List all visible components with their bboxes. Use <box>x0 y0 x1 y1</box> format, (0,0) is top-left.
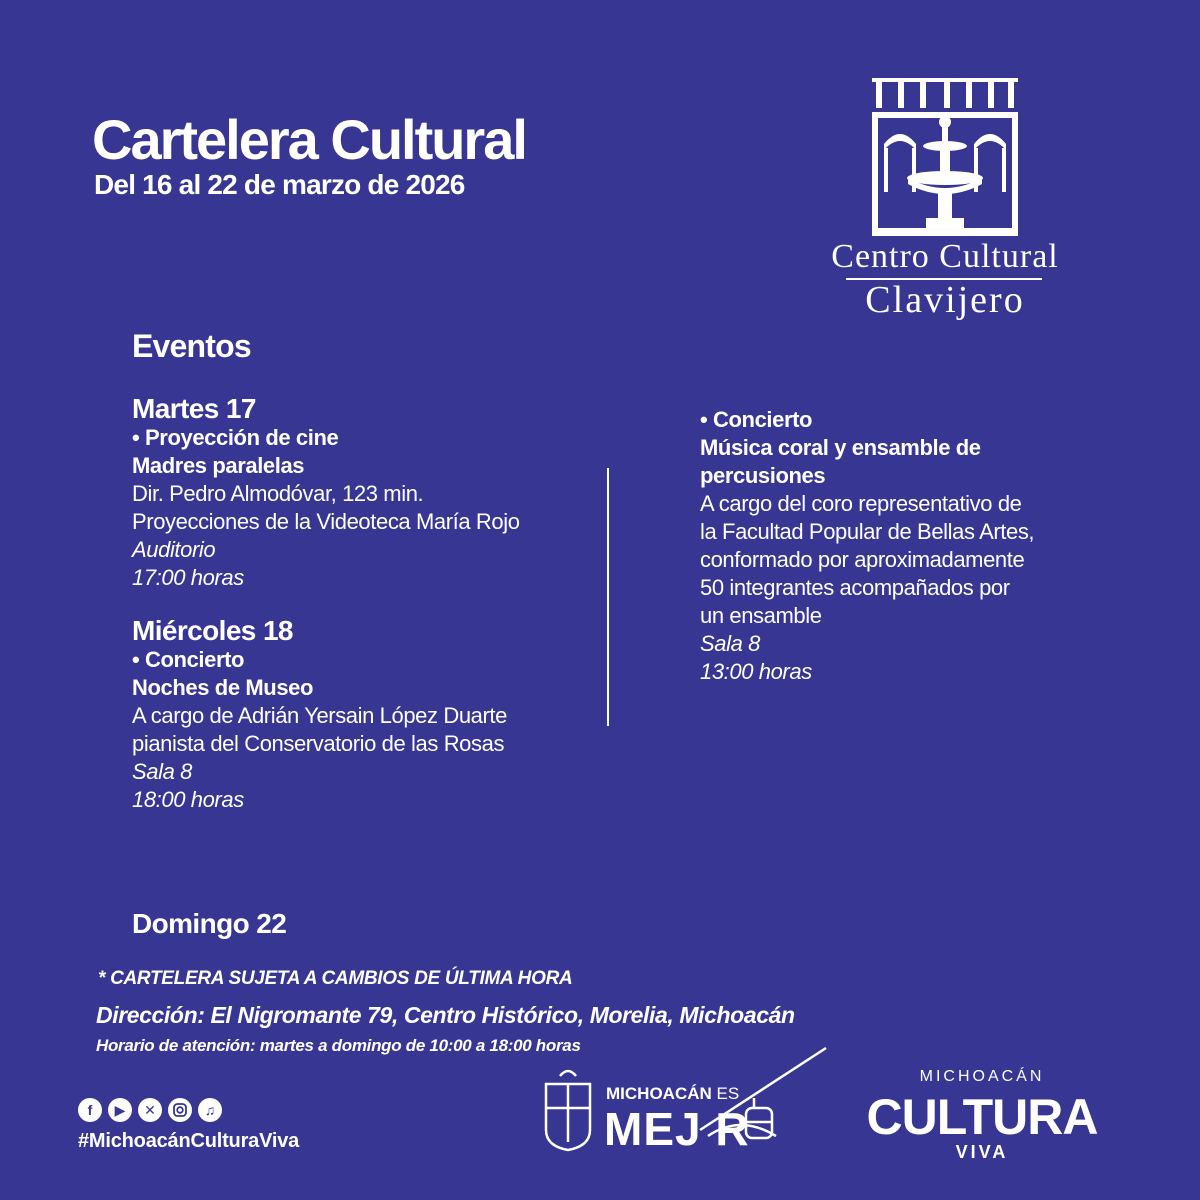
building-fountain-icon <box>872 78 1018 236</box>
culture-logo <box>852 1066 1112 1166</box>
event-detail: conformado por aproximadamente <box>700 547 1025 572</box>
event-day-sunday: Domingo 22 <box>132 908 287 939</box>
event-day: Miércoles 18 <box>132 615 293 646</box>
gov-logo-top <box>606 1084 739 1104</box>
event-wednesday <box>132 616 507 814</box>
event-place: Sala 8 <box>132 759 192 784</box>
event-type: • Concierto <box>132 647 245 672</box>
event-day: Martes 17 <box>132 393 256 424</box>
event-detail: un ensamble <box>700 603 822 628</box>
event-time: 13:00 horas <box>700 659 812 684</box>
venue-name-line1: Centro Cultural <box>831 238 1059 275</box>
culture-logo-mid: CULTURA <box>866 1089 1098 1145</box>
event-type: • Concierto <box>700 407 813 432</box>
event-detail: pianista del Conservatorio de las Rosas <box>132 731 505 756</box>
culture-logo-top: MICHOACÁN <box>919 1068 1045 1085</box>
instagram-icon[interactable] <box>168 1098 192 1122</box>
date-range: Del 16 al 22 de marzo de 2026 <box>94 169 465 200</box>
culture-logo-bot: VIVA <box>955 1142 1009 1162</box>
gov-logo <box>540 1042 840 1162</box>
event-detail: Proyecciones de la Videoteca María Rojo <box>132 509 520 534</box>
event-place: Auditorio <box>132 537 216 562</box>
column-divider <box>607 468 609 726</box>
event-sunday <box>700 406 1034 686</box>
event-detail: 50 integrantes acompañados por <box>700 575 1010 600</box>
event-name: percusiones <box>700 463 826 488</box>
event-type: • Proyección de cine <box>132 425 339 450</box>
youtube-icon[interactable]: ▶ <box>108 1098 132 1122</box>
events-heading: Eventos <box>132 328 251 364</box>
notice-text: * CARTELERA SUJETA A CAMBIOS DE ÚLTIMA HORA <box>98 968 573 989</box>
event-name: Noches de Museo <box>132 675 314 700</box>
gov-logo-es: ES <box>716 1084 740 1103</box>
hours-text: Horario de atención: martes a domingo de 10:00 a 18:00 horas <box>96 1036 581 1055</box>
event-detail: A cargo del coro representativo de <box>700 491 1022 516</box>
gov-logo-big: MEJ R <box>604 1103 750 1155</box>
event-name: Madres paralelas <box>132 453 305 478</box>
address-text: Dirección: El Nigromante 79, Centro Histórico, Morelia, Michoacán <box>96 1002 795 1028</box>
page-title: Cartelera Cultural <box>92 108 526 171</box>
x-icon[interactable]: ✕ <box>138 1098 162 1122</box>
venue-name-line2: Clavijero <box>865 279 1025 321</box>
event-time: 18:00 horas <box>132 787 244 812</box>
event-name: Música coral y ensamble de <box>700 435 981 460</box>
tiktok-icon[interactable]: ♫ <box>198 1098 222 1122</box>
gov-logo-word: MICHOACÁN <box>606 1084 712 1103</box>
event-detail: la Facultad Popular de Bellas Artes, <box>700 519 1035 544</box>
social-icons <box>78 1098 222 1122</box>
venue-logo <box>790 78 1100 328</box>
hashtag: #MichoacánCulturaViva <box>78 1130 300 1152</box>
event-tuesday <box>132 394 520 592</box>
facebook-icon[interactable]: f <box>78 1098 102 1122</box>
event-place: Sala 8 <box>700 631 760 656</box>
event-detail: Dir. Pedro Almodóvar, 123 min. <box>132 481 424 506</box>
event-detail: A cargo de Adrián Yersain López Duarte <box>132 703 507 728</box>
event-time: 17:00 horas <box>132 565 244 590</box>
